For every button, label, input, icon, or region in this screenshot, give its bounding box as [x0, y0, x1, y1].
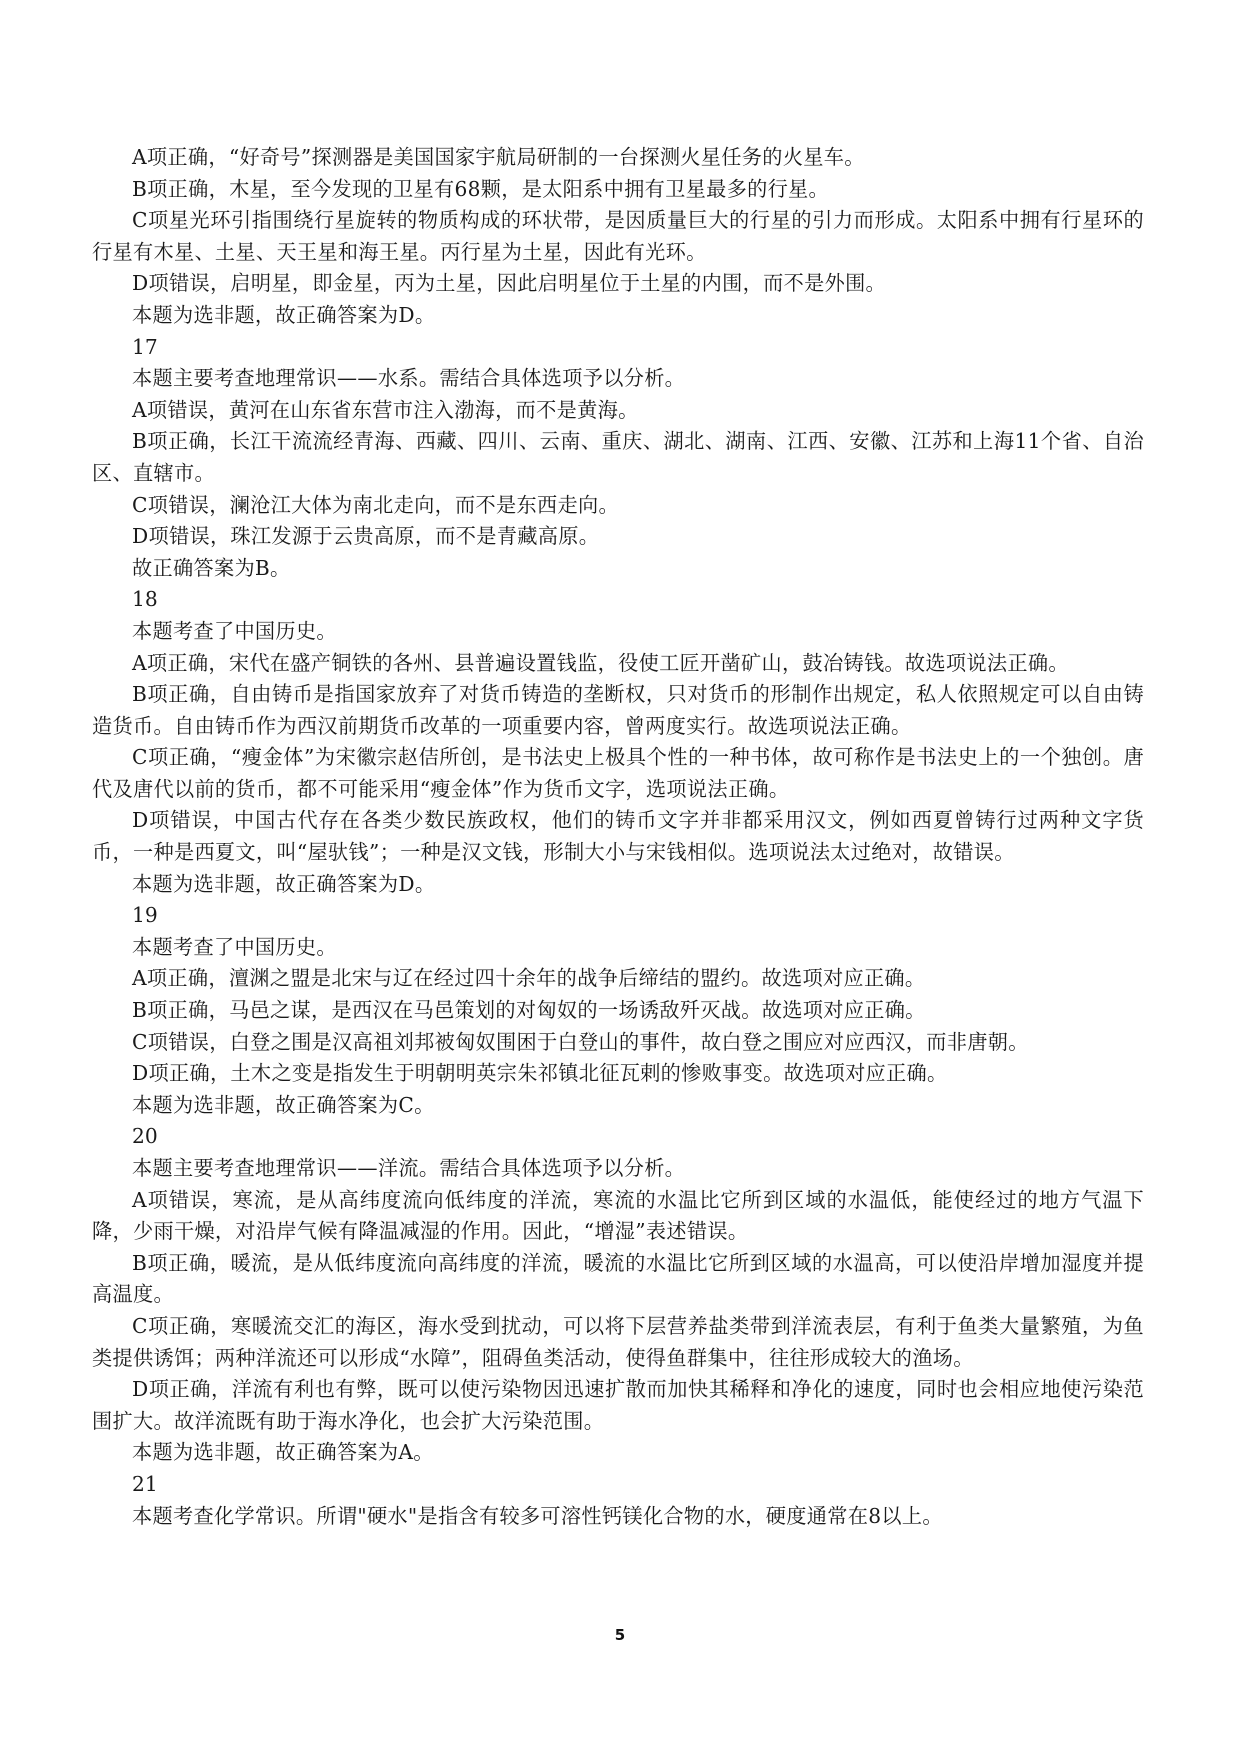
question-number: 17: [132, 334, 158, 359]
question-topic: 本题主要考查地理常识——水系。需结合具体选项予以分析。: [132, 366, 686, 391]
question-number: 21: [132, 1471, 158, 1496]
answer-section-17: [92, 332, 1144, 585]
option-c-explanation: C项星光环引指围绕行星旋转的物质构成的环状带，是因质量巨大的行星的引力而形成。太阳系中拥有行星环的行星有木星、土星、天王星和海王星。丙行星为土星，因此有光环。: [92, 208, 1144, 264]
question-topic: 本题主要考查地理常识——洋流。需结合具体选项予以分析。: [132, 1156, 686, 1180]
option-d-explanation: D项错误，启明星，即金星，丙为土星，因此启明星位于土星的内围，而不是外围。: [132, 271, 887, 296]
question-topic: 本题考查了中国历史。: [132, 618, 337, 643]
option-b-explanation: B项正确，暖流，是从低纬度流向高纬度的洋流，暖流的水温比它所到区域的水温高，可以使沿岸增加湿度并提高温度。: [92, 1250, 1144, 1307]
option-c-explanation: C项正确，寒暖流交汇的海区，海水受到扰动，可以将下层营养盐类带到洋流表层，有利于鱼类大量繁殖，为鱼类提供诱饵；两种洋流还可以形成“水障”，阻碍鱼类活动，使得鱼群集中，往往形成较大的渔场。: [92, 1313, 1144, 1370]
answer-conclusion: 本题为选非题，故正确答案为A。: [132, 1440, 434, 1465]
option-b-explanation: B项正确，木星，至今发现的卫星有68颗，是太阳系中拥有卫星最多的行星。: [132, 176, 830, 201]
option-c-explanation: C项错误，白登之围是汉高祖刘邦被匈奴围困于白登山的事件，故白登之围应对应西汉，而非唐朝。: [132, 1029, 1029, 1054]
option-a-explanation: A项正确，澶渊之盟是北宋与辽在经过四十余年的战争后缔结的盟约。故选项对应正确。: [132, 966, 926, 991]
option-b-explanation: B项正确，长江干流流经青海、西藏、四川、云南、重庆、湖北、湖南、江西、安徽、江苏和上海11个省、自治区、直辖市。: [92, 429, 1144, 485]
question-topic: 本题考查化学常识。所谓"硬水"是指含有较多可溶性钙镁化合物的水，硬度通常在8以上。: [132, 1503, 943, 1528]
answer-conclusion: 本题为选非题，故正确答案为C。: [132, 1092, 435, 1117]
answer-conclusion: 本题为选非题，故正确答案为D。: [132, 302, 436, 327]
option-c-explanation: C项正确，“瘦金体”为宋徽宗赵佶所创，是书法史上极具个性的一种书体，故可称作是书法史上的一个独创。唐代及唐代以前的货币，都不可能采用“瘦金体”作为货币文字，选项说法正确。: [92, 745, 1144, 801]
answer-section-18: [92, 584, 1144, 900]
option-a-explanation: A项正确，宋代在盛产铜铁的各州、县普遍设置钱监，役使工匠开凿矿山，鼓冶铸钱。故选项说法正确。: [132, 650, 1069, 675]
option-c-explanation: C项错误，澜沧江大体为南北走向，而不是东西走向。: [132, 492, 619, 517]
option-d-explanation: D项错误，中国古代存在各类少数民族政权，他们的铸币文字并非都采用汉文，例如西夏曾铸行过两种文字货币，一种是西夏文，叫“屋驮钱”；一种是汉文钱，形制大小与宋钱相似。选项说法太过绝对，故错误。: [92, 808, 1144, 865]
question-number: 20: [132, 1124, 158, 1149]
answer-section-16-continued: [92, 142, 1144, 332]
answer-conclusion: 本题为选非题，故正确答案为D。: [132, 871, 436, 896]
option-d-explanation: D项错误，珠江发源于云贵高原，而不是青藏高原。: [132, 524, 600, 549]
question-number: 18: [132, 587, 158, 612]
page-number: 5: [614, 1626, 626, 1644]
answer-conclusion: 故正确答案为B。: [132, 555, 291, 580]
option-a-explanation: A项错误，寒流，是从高纬度流向低纬度的洋流，寒流的水温比它所到区域的水温低，能使经过的地方气温下降，少雨干燥，对沿岸气候有降温减湿的作用。因此，“增湿”表述错误。: [92, 1187, 1144, 1244]
document-page: [92, 142, 1144, 1532]
answer-section-20: [92, 1121, 1144, 1469]
answer-section-19: [92, 900, 1144, 1121]
option-d-explanation: D项正确，土木之变是指发生于明朝明英宗朱祁镇北征瓦剌的惨败事变。故选项对应正确。: [132, 1061, 948, 1086]
answer-section-21: [92, 1469, 1144, 1532]
option-a-explanation: A项错误，黄河在山东省东营市注入渤海，而不是黄海。: [132, 397, 639, 422]
option-a-explanation: A项正确，“好奇号”探测器是美国国家宇航局研制的一台探测火星任务的火星车。: [132, 145, 865, 169]
option-b-explanation: B项正确，自由铸币是指国家放弃了对货币铸造的垄断权，只对货币的形制作出规定，私人依照规定可以自由铸造货币。自由铸币作为西汉前期货币改革的一项重要内容，曾两度实行。故选项说法正确。: [92, 682, 1144, 738]
question-topic: 本题考查了中国历史。: [132, 934, 337, 959]
question-number: 19: [132, 903, 158, 928]
option-d-explanation: D项正确，洋流有利也有弊，既可以使污染物因迅速扩散而加快其稀释和净化的速度，同时也会相应地使污染范围扩大。故洋流既有助于海水净化，也会扩大污染范围。: [92, 1377, 1144, 1433]
option-b-explanation: B项正确，马邑之谋，是西汉在马邑策划的对匈奴的一场诱敌歼灭战。故选项对应正确。: [132, 998, 926, 1023]
